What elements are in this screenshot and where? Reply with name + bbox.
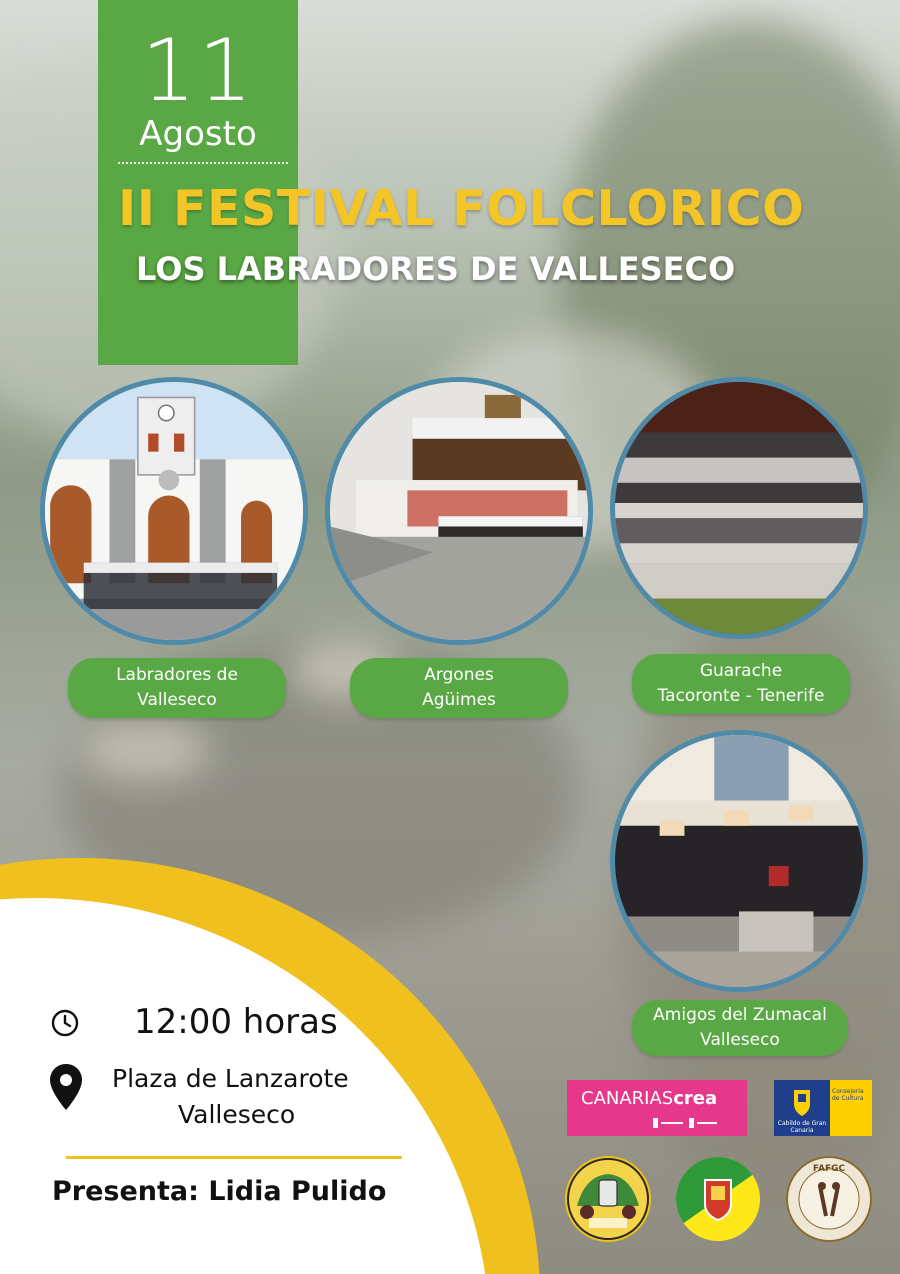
photo-argones-aguimes (325, 377, 593, 645)
event-town: Valleseco (178, 1100, 296, 1129)
fafgc-logo (786, 1156, 872, 1242)
association-logo (565, 1156, 651, 1242)
group-3-place: Tacoronte - Tenerife (657, 686, 825, 706)
photo-amigos-del-zumacal (610, 730, 868, 992)
festival-subtitle: LOS LABRADORES DE VALLESECO (136, 250, 736, 288)
background-hat (80, 720, 210, 780)
group-label-1 (68, 658, 286, 718)
gobierno-canarias-mark (567, 1080, 747, 1136)
clock-icon (50, 1008, 80, 1038)
group-1-place: Valleseco (137, 690, 217, 710)
group-label-2 (350, 658, 568, 718)
cabildo-gran-canaria-logo (774, 1080, 872, 1136)
date-day: 11 (141, 21, 255, 121)
group-3-name: Guarache (699, 661, 783, 681)
info-divider (66, 1156, 402, 1159)
photo-labradores-de-valleseco (40, 377, 308, 645)
valleseco-municipal-logo (675, 1156, 761, 1242)
group-label-3 (632, 654, 850, 714)
cabildo-seal (774, 1080, 830, 1136)
group-1-name: Labradores de (116, 665, 238, 685)
event-presenter: Presenta: Lidia Pulido (52, 1176, 387, 1207)
group-4-place: Valleseco (700, 1030, 780, 1050)
event-venue: Plaza de Lanzarote (112, 1064, 349, 1093)
group-2-place: Agüimes (422, 690, 496, 710)
festival-title: II FESTIVAL FOLCLORICO (118, 180, 805, 237)
location-pin-icon (48, 1062, 84, 1112)
group-4-name: Amigos del Zumacal (653, 1005, 827, 1025)
canarias-crea-logo (567, 1080, 747, 1136)
consejeria-text: Consejería de Cultura (832, 1088, 864, 1102)
cabildo-text: Cabildo de Gran Canaria (777, 1120, 827, 1134)
canarias-crea-wordmark: CANARIAScrea (581, 1088, 718, 1109)
group-2-name: Argones (424, 665, 494, 685)
date-divider (118, 162, 288, 164)
event-time: 12:00 horas (134, 1002, 338, 1042)
photo-guarache-tacoronte (610, 377, 868, 639)
group-label-4 (632, 1000, 848, 1056)
fafgc-text: FAFGC (812, 1164, 846, 1174)
date-month: Agosto (139, 114, 257, 154)
